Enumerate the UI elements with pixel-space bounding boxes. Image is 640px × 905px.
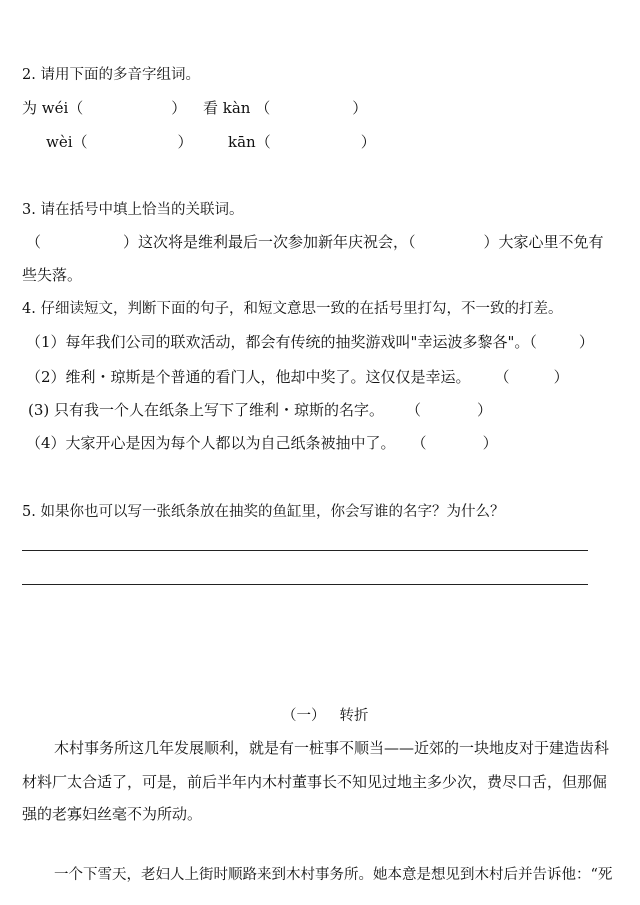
q2-row1-kan-close: ） xyxy=(352,99,368,117)
q4-item-1-text: （1）每年我们公司的联欢活动，都会有传统的抽奖游戏叫"幸运波多黎各"。（ xyxy=(26,333,537,351)
q2-row2-kan-close: ） xyxy=(360,133,376,151)
q3-line1 xyxy=(26,232,604,252)
q2-prompt: 2. 请用下面的多音字组词。 xyxy=(22,67,200,83)
q4-item-4-text: （4）大家开心是因为每个人都以为自己纸条被抽中了。 xyxy=(26,434,396,452)
q3-open: （ xyxy=(26,233,42,251)
q4-item-2 xyxy=(26,367,569,387)
q3-line2: 些失落。 xyxy=(22,266,83,284)
q2-row2-wei-label: wèi（ xyxy=(46,133,88,151)
q5-answer-line-1[interactable] xyxy=(22,550,588,551)
q2-row2-wei-close: ） xyxy=(177,133,193,151)
q3-mid: ）这次将是维利最后一次参加新年庆祝会，（ xyxy=(123,233,416,251)
q4-item-4 xyxy=(26,433,498,453)
q3-prompt: 3. 请在括号中填上恰当的关联词。 xyxy=(22,202,244,218)
q2-row2-wei xyxy=(46,132,193,152)
q4-item-3-open: （ xyxy=(406,401,422,419)
story-para2-line1: 一个下雪天，老妇人上街时顺路来到木村事务所。她本意是想见到木村后并告诉他：“死 xyxy=(54,867,613,883)
story-title: 转折 xyxy=(339,708,369,724)
q4-item-1-close: ） xyxy=(578,333,594,351)
q4-item-4-close: ） xyxy=(482,434,498,452)
q3-end: ）大家心里不免有 xyxy=(483,233,604,251)
q4-item-4-open: （ xyxy=(411,434,427,452)
q2-row1-wei-label: 为 wéi（ xyxy=(22,99,84,117)
q4-item-2-text: （2）维利・琼斯是个普通的看门人，他却中奖了。这仅仅是幸运。 xyxy=(26,368,471,386)
q4-prompt: 4. 仔细读短文，判断下面的句子，和短文意思一致的在括号里打勾，不一致的打差。 xyxy=(22,301,563,317)
q2-row2-kan xyxy=(228,132,376,152)
q2-row1-kan-label: 看 kàn （ xyxy=(203,99,271,117)
q2-row1-wei xyxy=(22,98,186,118)
q4-item-3 xyxy=(28,400,492,420)
q2-row1-wei-close: ） xyxy=(171,99,187,117)
q5-answer-line-2[interactable] xyxy=(22,584,588,585)
q4-item-3-text: (3) 只有我一个人在纸条上写下了维利・琼斯的名字。 xyxy=(28,401,385,419)
q4-item-3-close: ） xyxy=(477,401,493,419)
story-para1-line1: 木村事务所这几年发展顺利，就是有一桩事不顺当——近郊的一块地皮对于建造齿科 xyxy=(54,739,610,757)
story-para1-line2: 材料厂太合适了，可是，前后半年内木村董事长不知见过地主多少次，费尽口舌，但那倔 xyxy=(22,773,608,791)
q4-item-1 xyxy=(26,332,594,352)
q4-item-2-open: （ xyxy=(494,368,510,386)
q2-row1-kan xyxy=(203,98,367,118)
q5-prompt: 5. 如果你也可以写一张纸条放在抽奖的鱼缸里，你会写谁的名字？为什么？ xyxy=(22,504,505,520)
q4-item-2-close: ） xyxy=(553,368,569,386)
q2-row2-kan-label: kān（ xyxy=(228,133,271,151)
story-number: （一） xyxy=(282,708,326,724)
story-heading xyxy=(282,706,369,726)
story-para1-line3: 强的老寡妇丝毫不为所动。 xyxy=(22,805,203,823)
